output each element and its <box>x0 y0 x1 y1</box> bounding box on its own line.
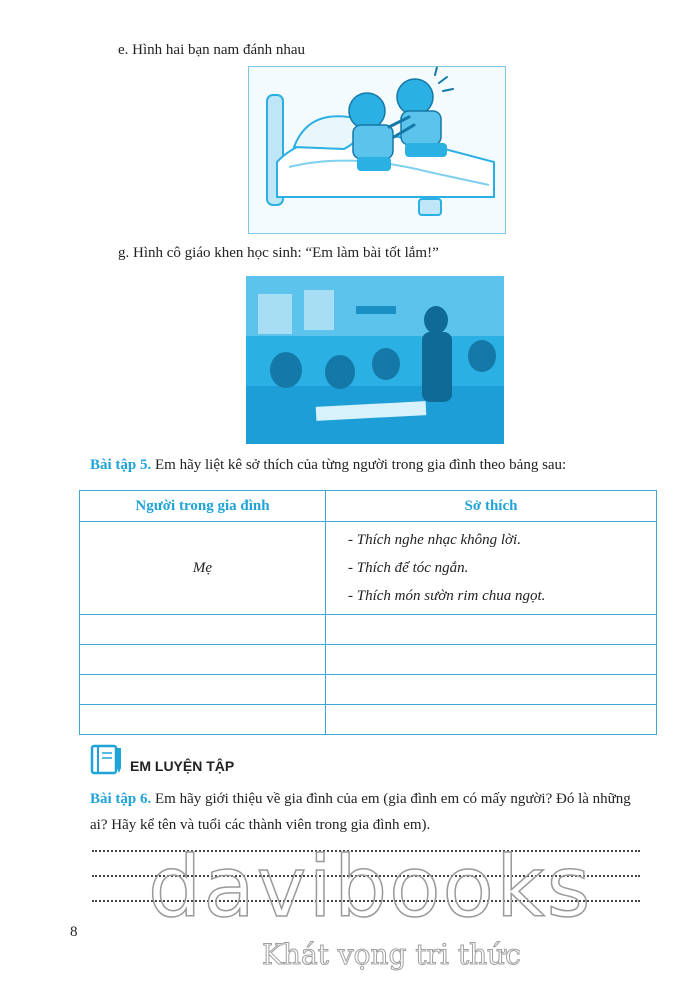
family-member-cell[interactable] <box>80 615 326 645</box>
exercise-5-text: Em hãy liệt kê sở thích của từng người trong gia đình theo bảng sau: <box>155 457 567 473</box>
figure-e-caption: e. Hình hai bạn nam đánh nhau <box>118 42 306 58</box>
hobby-table <box>79 490 657 735</box>
photo-teacher-praising <box>246 276 504 444</box>
exercise-6-prompt <box>90 786 650 838</box>
hobbies-cell[interactable] <box>326 675 657 705</box>
table-header-row <box>80 491 657 522</box>
exercise-6-text: Em hãy giới thiệu về gia đình của em (gia đình em có mấy người? Đó là những ai? Hãy kể tên và tuổi các thành viên trong gia đình em). <box>90 791 631 833</box>
list-item: - Thích nghe nhạc không lời. <box>348 532 521 548</box>
table-row <box>80 705 657 735</box>
table-row <box>80 675 657 705</box>
book-icon <box>90 743 124 775</box>
exercise-5-label: Bài tập 5. <box>90 457 152 473</box>
illustration-boys-fighting <box>248 66 506 234</box>
table-row <box>80 615 657 645</box>
header-family-member: Người trong gia đình <box>80 491 326 522</box>
hobbies-cell[interactable] <box>326 645 657 675</box>
list-item: - Thích để tóc ngắn. <box>348 560 469 576</box>
hobbies-cell <box>326 522 657 615</box>
hobbies-cell[interactable] <box>326 615 657 645</box>
watermark-slogan: Khát vọng tri thức <box>262 938 521 971</box>
table-row <box>80 522 657 615</box>
family-member-cell[interactable] <box>80 705 326 735</box>
list-item: - Thích món sườn rim chua ngọt. <box>348 588 546 604</box>
family-member-cell[interactable] <box>80 675 326 705</box>
fighting-boys-drawing <box>249 67 505 233</box>
figure-g-caption: g. Hình cô giáo khen học sinh: “Em làm bài tốt lắm!” <box>118 245 439 261</box>
hobbies-cell[interactable] <box>326 705 657 735</box>
practice-section-title: EM LUYỆN TẬP <box>130 758 235 774</box>
family-member-cell: Mẹ <box>80 522 326 615</box>
exercise-5-prompt <box>90 452 566 478</box>
exercise-6-label: Bài tập 6. <box>90 791 152 807</box>
classroom-photo <box>246 276 504 444</box>
table-row <box>80 645 657 675</box>
family-member-cell[interactable] <box>80 645 326 675</box>
watermark-brand: davibooks <box>148 838 593 936</box>
page-number: 8 <box>70 924 78 940</box>
practice-section-header <box>90 743 234 775</box>
header-hobbies: Sở thích <box>326 491 657 522</box>
hobby-list <box>326 522 656 614</box>
